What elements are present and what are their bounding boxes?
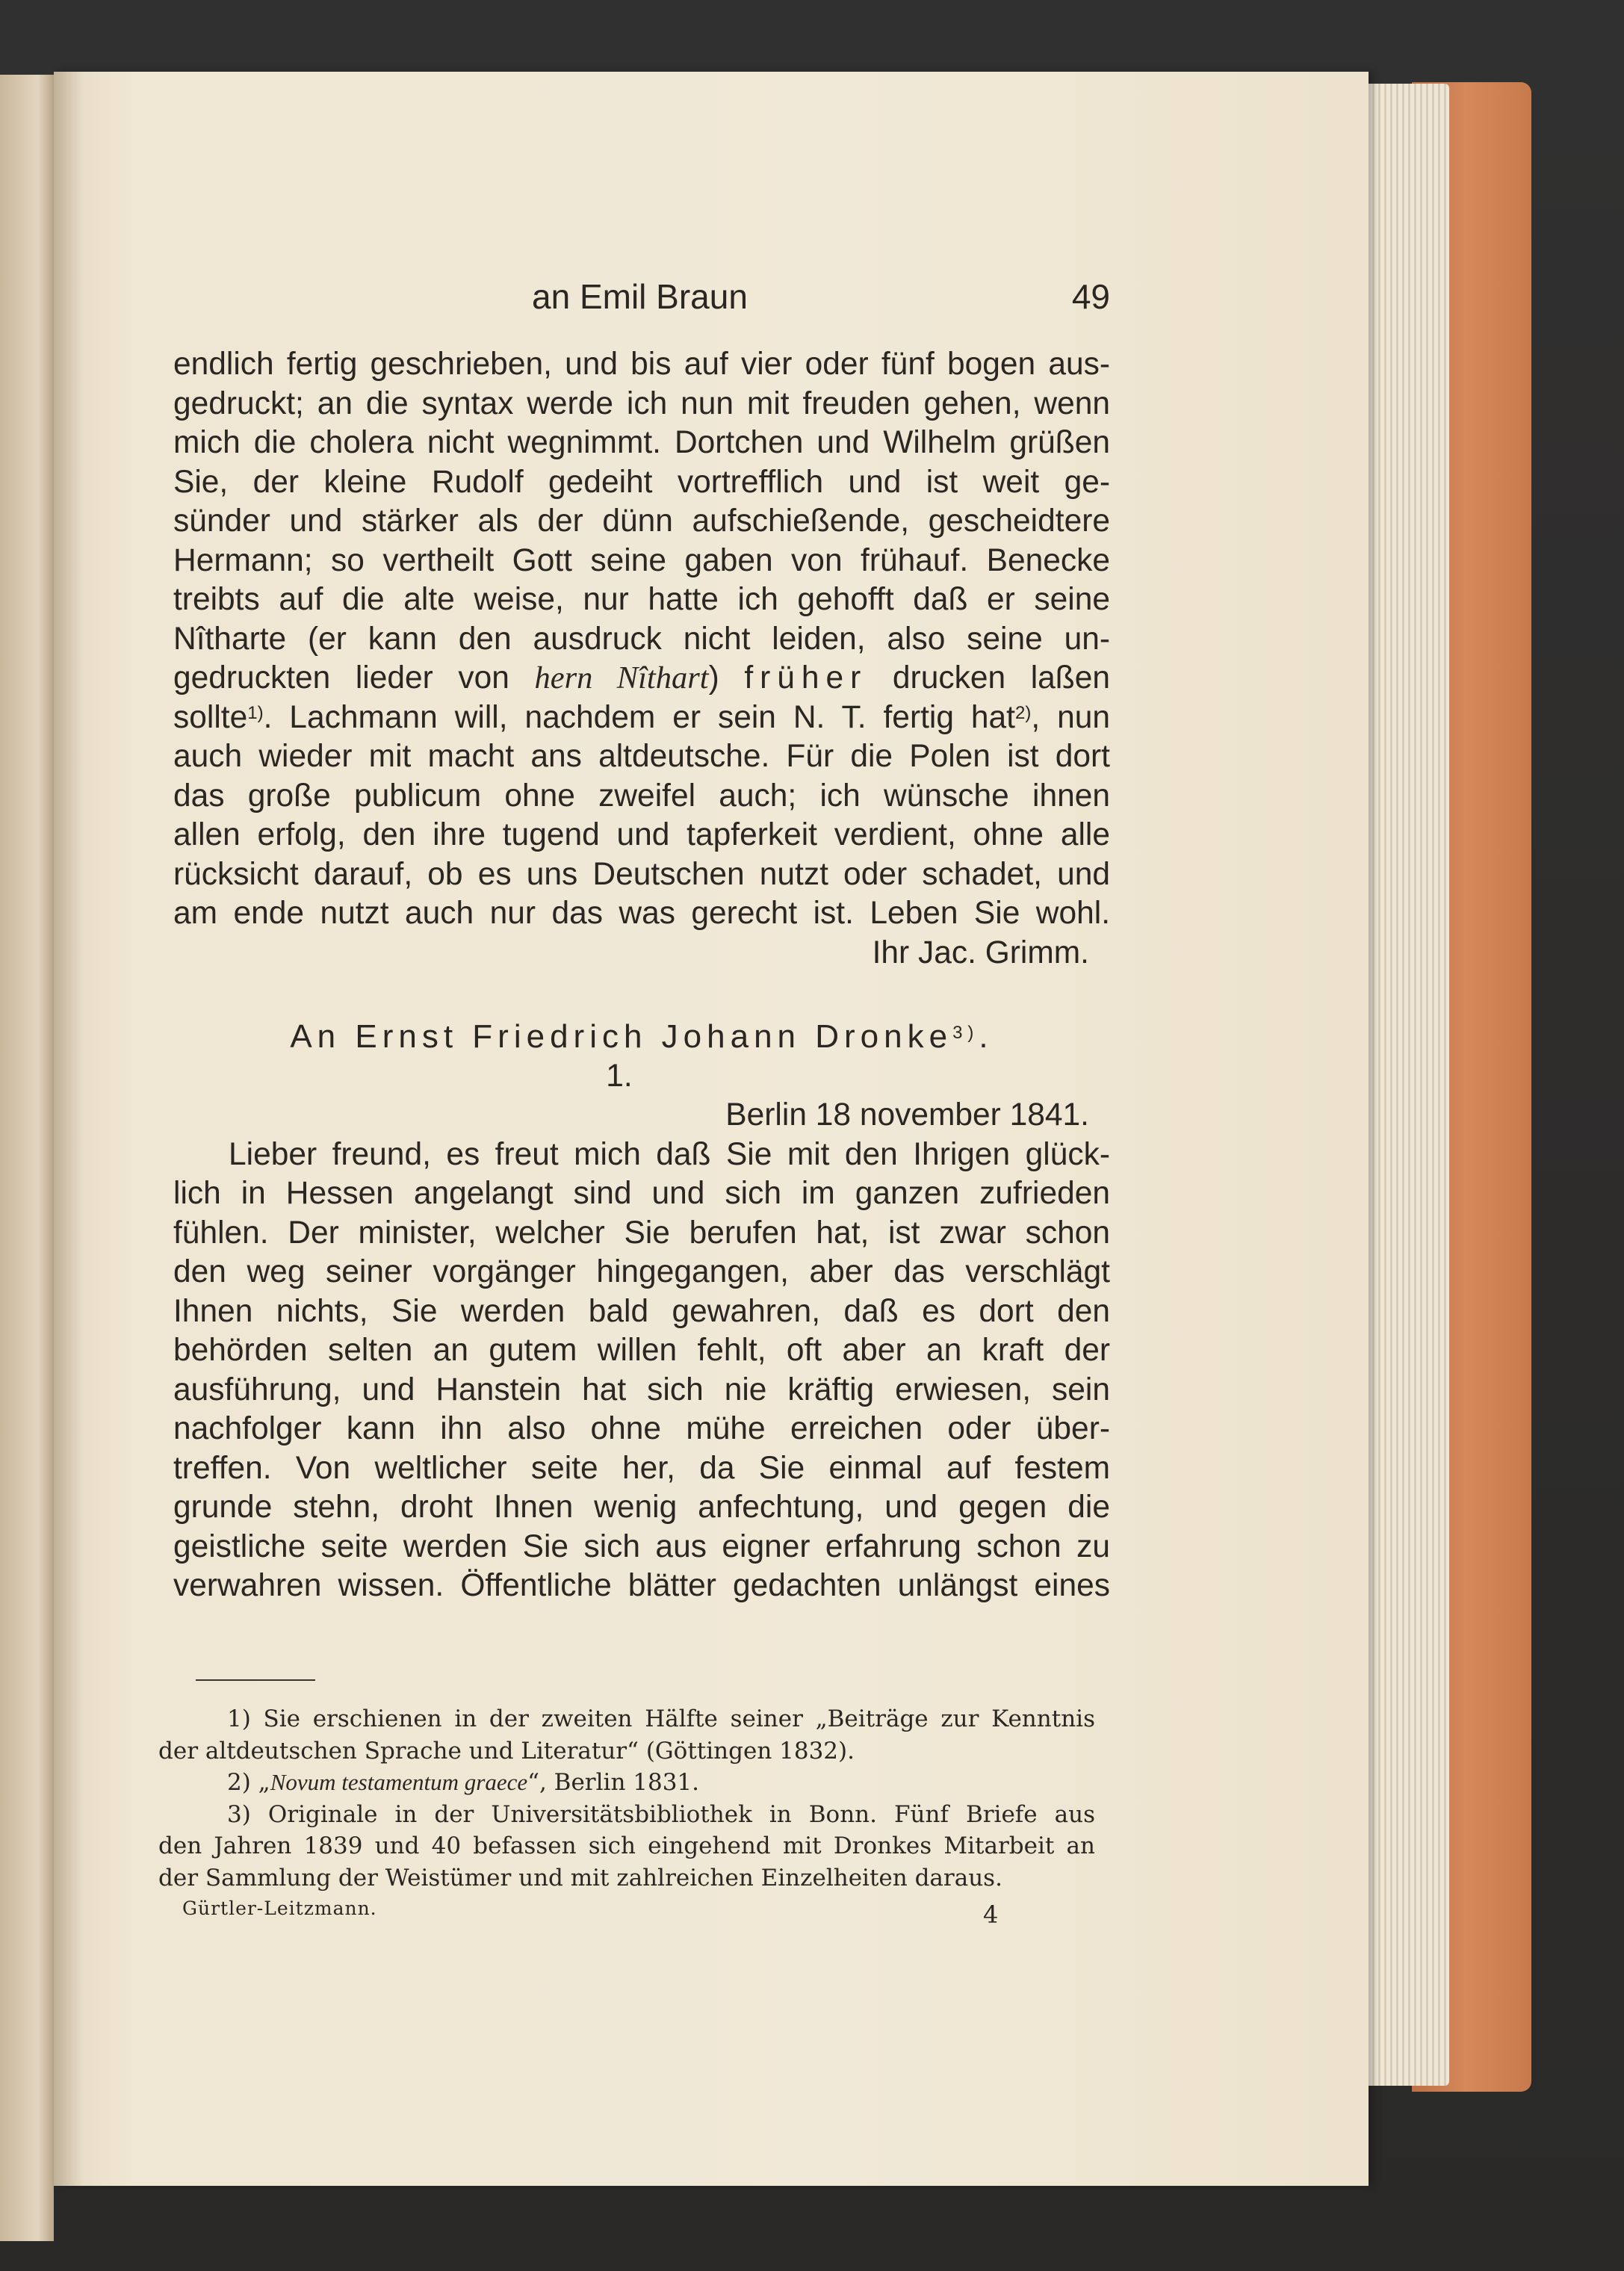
heading-text: An Ernst Friedrich Johann Dronke [290, 1018, 953, 1055]
text-fragment: sollte [173, 699, 248, 735]
text-line: nachfolger kann ihn also ohne mühe erreichen oder über- [173, 1411, 1110, 1446]
text-line: das große publicum ohne zweifel auch; ich wünsche ihnen [173, 778, 1110, 814]
text-line: lich in Hessen angelangt sind und sich im ganzen zufrieden [173, 1176, 1110, 1211]
text-line: endlich fertig geschrieben, und bis auf vier oder fünf bogen aus- [173, 347, 1110, 382]
text-line: Nîtharte (er kann den ausdruck nicht leiden, also seine un- [173, 621, 1110, 657]
footnote-line: der Sammlung der Weistümer und mit zahlreichen Einzelheiten daraus. [158, 1864, 1002, 1892]
text-fragment: “, Berlin 1831. [527, 1769, 700, 1796]
text-line: grunde stehn, droht Ihnen wenig anfechtung, und gegen die [173, 1490, 1110, 1525]
text-fragment: gedruckten lieder von [173, 660, 509, 695]
sheet-author: Gürtler-Leitzmann. [182, 1897, 377, 1919]
footnote-marker: 3) [952, 1023, 979, 1043]
sheet-number: 4 [983, 1900, 999, 1929]
place-date: Berlin 18 november 1841. [725, 1097, 1089, 1133]
footnote-rule [196, 1679, 315, 1681]
text-fragment: ) [708, 660, 719, 695]
footnote-line: den Jahren 1839 und 40 befassen sich eingehend mit Dronkes Mitarbeit an [158, 1832, 1095, 1859]
text-line: Ihnen nichts, Sie werden bald gewahren, daß es dort den [173, 1293, 1110, 1329]
italic-title: Novum testamentum graece [270, 1769, 528, 1795]
text-line: Hermann; so vertheilt Gott seine gaben von frühauf. Benecke [173, 542, 1110, 578]
footnote-line: der altdeutschen Sprache und Literatur“ (Göttingen 1832). [158, 1737, 855, 1765]
text-line: gedruckt; an die syntax werde ich nun mit freuden gehen, wenn [173, 385, 1110, 421]
running-title: an Emil Braun [532, 277, 748, 316]
text-line: den weg seiner vorgänger hingegangen, aber das verschlägt [173, 1254, 1110, 1289]
text-line: ausführung, und Hanstein hat sich nie kräftig erwiesen, sein [173, 1372, 1110, 1407]
running-head [173, 276, 1110, 321]
text-line: geistliche seite werden Sie sich aus eigner erfahrung schon zu [173, 1528, 1110, 1564]
page-number: 49 [1071, 277, 1110, 316]
main-text [173, 345, 1110, 1606]
text-line: am ende nutzt auch nur das was gerecht ist. Leben Sie wohl. [173, 896, 1110, 931]
footnote-line [158, 1767, 1095, 1799]
footnote-marker: 1) [247, 702, 264, 723]
letter-heading [173, 1017, 1110, 1057]
text-fragment: . Lachmann will, nachdem er sein N. T. fertig hat [263, 699, 1015, 735]
gutter-shadow [54, 72, 84, 2186]
text-line: sünder und stärker als der dünn aufschießende, gescheidtere [173, 504, 1110, 539]
letter-number: 1. [606, 1058, 633, 1094]
text-fragment: drucken laßen [892, 660, 1111, 695]
text-line: Sie, der kleine Rudolf gedeiht vortrefflich und ist weit ge- [173, 464, 1110, 500]
text-line: treibts auf die alte weise, nur hatte ich gehofft daß er seine [173, 582, 1110, 617]
left-page-edge [0, 75, 54, 2241]
heading-end: . [979, 1018, 994, 1055]
sheet-signature [182, 1897, 1019, 1929]
text-fragment: , nun [1031, 699, 1110, 735]
text-line [173, 698, 1110, 738]
text-line [173, 659, 1110, 698]
text-line: allen erfolg, den ihre tugend und tapferkeit verdient, ohne alle [173, 817, 1110, 852]
footnotes [158, 1703, 1095, 1894]
text-fragment: 2) „ [227, 1769, 270, 1796]
letter-signature: Ihr Jac. Grimm. [872, 935, 1089, 970]
italic-title: hern Nîthart [534, 660, 709, 695]
text-line: behörden selten an gutem willen fehlt, oft aber an kraft der [173, 1333, 1110, 1368]
text-line: auch wieder mit macht ans altdeutsche. Für die Polen ist dort [173, 739, 1110, 774]
text-line: rücksicht darauf, ob es uns Deutschen nutzt oder schadet, und [173, 856, 1110, 892]
text-line: Lieber freund, es freut mich daß Sie mit den Ihrigen glück- [229, 1136, 1110, 1172]
spaced-word: früher [744, 660, 868, 695]
footnote-marker: 2) [1015, 702, 1032, 723]
text-line: fühlen. Der minister, welcher Sie berufen hat, ist zwar schon [173, 1215, 1110, 1251]
text-line: treffen. Von weltlicher seite her, da Sie einmal auf festem [173, 1450, 1110, 1486]
footnote-line: 3) Originale in der Universitätsbibliothek in Bonn. Fünf Briefe aus [227, 1800, 1095, 1828]
text-line: verwahren wissen. Öffentliche blätter gedachten unlängst eines [173, 1568, 1110, 1603]
footnote-line: 1) Sie erschienen in der zweiten Hälfte seiner „Beiträge zur Kenntnis [227, 1705, 1095, 1732]
text-line: mich die cholera nicht wegnimmt. Dortchen und Wilhelm grüßen [173, 425, 1110, 460]
